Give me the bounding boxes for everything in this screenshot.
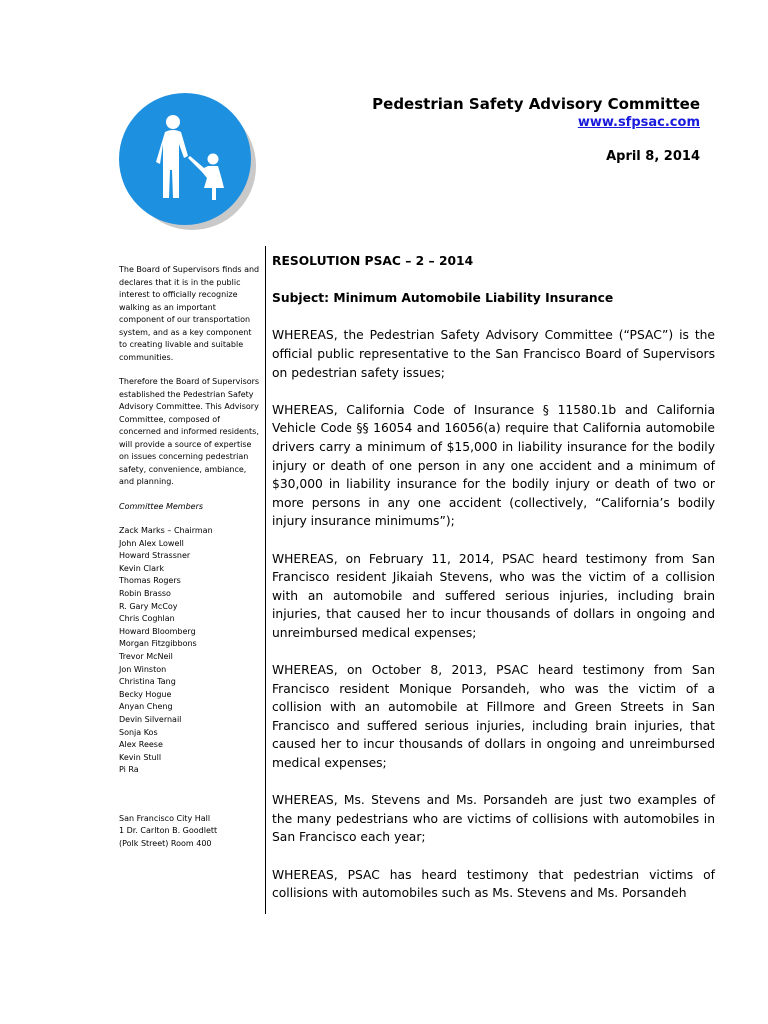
logo-circle — [119, 93, 251, 225]
member-item: Alex Reese — [119, 740, 163, 750]
member-item: Trevor McNeil — [119, 651, 173, 661]
member-item: Jon Winston — [119, 664, 167, 674]
member-item: Howard Bloomberg — [119, 626, 196, 636]
member-item: R. Gary McCoy — [119, 601, 178, 611]
member-item: John Alex Lowell — [119, 538, 184, 548]
member-item: Zack Marks – Chairman — [119, 526, 213, 535]
whereas-paragraph: WHEREAS, Ms. Stevens and Ms. Porsandeh are just two examples of the many pedestrians who are victims of collisions with automobiles in San Francisco each year; — [272, 793, 715, 845]
member-item: Pi Ra — [119, 765, 139, 775]
member-item: Devin Silvernail — [119, 714, 182, 724]
members-title: Committee Members — [119, 501, 204, 511]
address-line: San Francisco City Hall — [119, 813, 211, 823]
resolution-body — [272, 252, 715, 921]
whereas-paragraph: WHEREAS, PSAC has heard testimony that pedestrian victims of collisions with automobiles such as Ms. Stevens and Ms. Porsandeh — [272, 867, 715, 901]
member-item: Morgan Fitzgibbons — [119, 639, 197, 649]
sidebar-establishment: Therefore the Board of Supervisors established the Pedestrian Safety Advisory Committee. This Advisory Committee, composed of concerned and informed residents, will provide a source of expertise on issues concerning pedestrian safety, convenience, ambiance, and planning. — [119, 377, 260, 486]
pedestrian-adult-child-icon — [118, 92, 258, 232]
member-item: Becky Hogue — [119, 689, 172, 699]
address-line: (Polk Street) Room 400 — [119, 838, 212, 848]
website-link[interactable]: www.sfpsac.com — [577, 115, 700, 130]
document-date: April 8, 2014 — [606, 149, 700, 164]
organization-title: Pedestrian Safety Advisory Committee — [372, 95, 700, 113]
member-item: Anyan Cheng — [119, 702, 173, 712]
members-list — [119, 525, 261, 777]
member-item: Howard Strassner — [119, 551, 191, 561]
whereas-paragraph: WHEREAS, California Code of Insurance § 11580.1b and California Vehicle Code §§ 16054 and 16056(a) require that California automobile drivers carry a minimum of $15,000 in liability insurance for the bodily injury or death of one person in any one accident and a minimum of $30,000 in liability insurance for the bodily injury or death of two or more persons in any one accident (collectively, “California’s bodily injury insurance minimums”); — [272, 402, 715, 529]
column-divider — [265, 246, 266, 914]
member-item: Chris Coghlan — [119, 614, 175, 624]
address-line: 1 Dr. Carlton B. Goodlett — [119, 826, 218, 836]
member-item: Christina Tang — [119, 677, 176, 687]
resolution-subject: Subject: Minimum Automobile Liability Insurance — [272, 291, 614, 306]
resolution-number: RESOLUTION PSAC – 2 – 2014 — [272, 254, 474, 268]
member-item: Thomas Rogers — [119, 576, 181, 586]
whereas-paragraph: WHEREAS, the Pedestrian Safety Advisory Committee (“PSAC”) is the official public representative to the San Francisco Board of Supervisors on pedestrian safety issues; — [272, 328, 715, 380]
sidebar-intro: The Board of Supervisors finds and declares that it is in the public interest to officially recognize walking as an important component of our transportation system, and as a key component to creating livable and suitable communities. — [119, 265, 260, 362]
office-address — [119, 813, 261, 851]
whereas-paragraph: WHEREAS, on February 11, 2014, PSAC heard testimony from San Francisco resident Jikaiah Stevens, who was the victim of a collision with an automobile and suffered serious injuries, including brain injuries, that caused her to incur thousands of dollars in ongoing and unreimbursed medical expenses; — [272, 551, 715, 640]
letterhead — [372, 94, 700, 166]
member-item: Robin Brasso — [119, 588, 171, 598]
whereas-paragraph: WHEREAS, on October 8, 2013, PSAC heard testimony from San Francisco resident Monique Porsandeh, who was the victim of a collision with an automobile at Fillmore and Green Streets in San Francisco and suffered serious injuries, including brain injuries, that caused her to incur thousands of dollars in ongoing and unreimbursed medical expenses; — [272, 663, 715, 771]
committee-logo — [118, 92, 258, 232]
member-item: Sonja Kos — [119, 727, 158, 737]
member-item: Kevin Clark — [119, 563, 164, 573]
member-item: Kevin Stull — [119, 752, 162, 762]
sidebar — [119, 264, 261, 850]
